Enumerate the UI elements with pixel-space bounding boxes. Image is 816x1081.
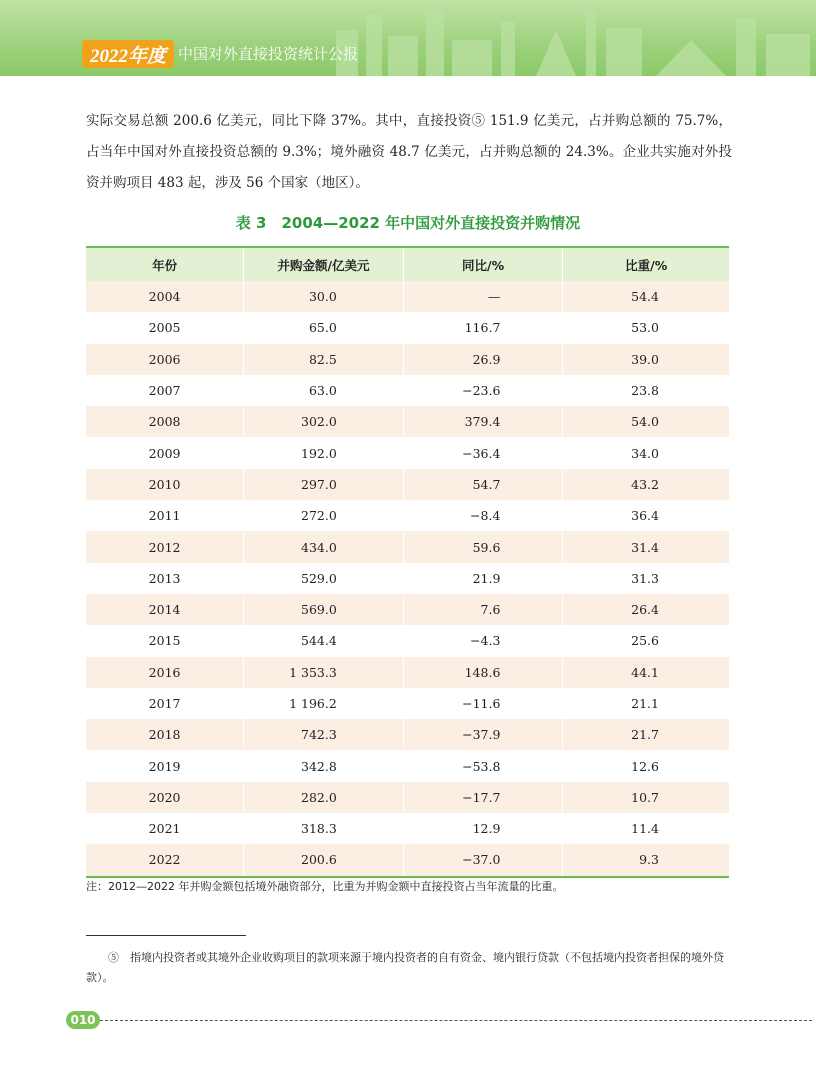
table-row xyxy=(86,344,729,375)
cell-amount: 282.0 xyxy=(244,782,404,813)
table-row xyxy=(86,281,729,312)
cell-year: 2019 xyxy=(86,750,244,781)
cell-share: 12.6 xyxy=(563,750,729,781)
cell-amount: 1 353.3 xyxy=(244,657,404,688)
cell-share: 23.8 xyxy=(563,375,729,406)
cell-year: 2017 xyxy=(86,688,244,719)
cell-year: 2022 xyxy=(86,844,244,876)
cell-share: 26.4 xyxy=(563,594,729,625)
cell-amount: 297.0 xyxy=(244,469,404,500)
footnote-divider xyxy=(86,935,246,936)
header-title: 中国对外直接投资统计公报 xyxy=(178,45,359,63)
cell-amount: 65.0 xyxy=(244,312,404,343)
cell-yoy: −36.4 xyxy=(403,437,563,468)
cell-year: 2009 xyxy=(86,437,244,468)
cell-share: 43.2 xyxy=(563,469,729,500)
cell-amount: 529.0 xyxy=(244,563,404,594)
year-badge xyxy=(82,40,174,68)
cell-year: 2006 xyxy=(86,344,244,375)
table-row xyxy=(86,437,729,468)
table-row xyxy=(86,657,729,688)
city-skyline-decoration xyxy=(296,0,816,76)
table-body xyxy=(86,281,729,877)
cell-share: 54.0 xyxy=(563,406,729,437)
mna-table xyxy=(86,246,729,878)
table-title: 表 3 2004—2022 年中国对外直接投资并购情况 xyxy=(235,214,581,232)
cell-year: 2020 xyxy=(86,782,244,813)
cell-share: 34.0 xyxy=(563,437,729,468)
cell-share: 25.6 xyxy=(563,625,729,656)
table-row xyxy=(86,719,729,750)
cell-amount: 1 196.2 xyxy=(244,688,404,719)
cell-amount: 192.0 xyxy=(244,437,404,468)
cell-amount: 82.5 xyxy=(244,344,404,375)
col-header-yoy: 同比/% xyxy=(403,247,563,281)
cell-year: 2004 xyxy=(86,281,244,312)
col-header-amount: 并购金额/亿美元 xyxy=(244,247,404,281)
cell-yoy: — xyxy=(403,281,563,312)
cell-yoy: −17.7 xyxy=(403,782,563,813)
cell-share: 31.3 xyxy=(563,563,729,594)
cell-yoy: −53.8 xyxy=(403,750,563,781)
cell-share: 39.0 xyxy=(563,344,729,375)
cell-year: 2016 xyxy=(86,657,244,688)
cell-share: 10.7 xyxy=(563,782,729,813)
page-number: 010 xyxy=(66,1011,100,1029)
cell-share: 53.0 xyxy=(563,312,729,343)
footnote: ⑤ 指境内投资者或其境外企业收购项目的款项来源于境内投资者的自有资金、境内银行贷款（不包括境内投资者担保的境外贷款）。 xyxy=(86,951,724,984)
cell-year: 2005 xyxy=(86,312,244,343)
cell-share: 44.1 xyxy=(563,657,729,688)
cell-yoy: 12.9 xyxy=(403,813,563,844)
cell-year: 2007 xyxy=(86,375,244,406)
cell-amount: 742.3 xyxy=(244,719,404,750)
table-row xyxy=(86,406,729,437)
cell-year: 2018 xyxy=(86,719,244,750)
cell-amount: 200.6 xyxy=(244,844,404,876)
cell-year: 2010 xyxy=(86,469,244,500)
cell-yoy: 116.7 xyxy=(403,312,563,343)
table-row xyxy=(86,688,729,719)
cell-yoy: −37.0 xyxy=(403,844,563,876)
cell-yoy: −11.6 xyxy=(403,688,563,719)
cell-share: 11.4 xyxy=(563,813,729,844)
cell-year: 2014 xyxy=(86,594,244,625)
cell-yoy: 21.9 xyxy=(403,563,563,594)
table-row xyxy=(86,469,729,500)
table-note: 注：2012—2022 年并购金额包括境外融资部分，比重为并购金额中直接投资占当年流量的比重。 xyxy=(86,880,564,893)
table-row xyxy=(86,563,729,594)
cell-share: 21.7 xyxy=(563,719,729,750)
cell-yoy: −23.6 xyxy=(403,375,563,406)
table-row xyxy=(86,375,729,406)
cell-share: 31.4 xyxy=(563,531,729,562)
cell-yoy: 7.6 xyxy=(403,594,563,625)
cell-yoy: −37.9 xyxy=(403,719,563,750)
cell-yoy: 26.9 xyxy=(403,344,563,375)
table-row xyxy=(86,531,729,562)
table-row xyxy=(86,500,729,531)
table-row xyxy=(86,844,729,876)
cell-yoy: −8.4 xyxy=(403,500,563,531)
cell-year: 2013 xyxy=(86,563,244,594)
cell-share: 54.4 xyxy=(563,281,729,312)
cell-year: 2011 xyxy=(86,500,244,531)
cell-yoy: 379.4 xyxy=(403,406,563,437)
page-footer-rule xyxy=(100,1020,812,1021)
table-row xyxy=(86,750,729,781)
cell-amount: 63.0 xyxy=(244,375,404,406)
cell-year: 2015 xyxy=(86,625,244,656)
cell-amount: 544.4 xyxy=(244,625,404,656)
year-badge-text: 2022年度 xyxy=(90,45,167,67)
cell-amount: 302.0 xyxy=(244,406,404,437)
cell-yoy: 54.7 xyxy=(403,469,563,500)
body-paragraph: 实际交易总额 200.6 亿美元，同比下降 37%。其中，直接投资⑤ 151.9 亿美元，占并购总额的 75.7%，占当年中国对外直接投资总额的 9.3%；境外融资 48.7 亿美元，占并购总额的 24.3%。企业共实施对外投资并购项目 483 起，涉及 56 个国家（地区）。 xyxy=(86,113,732,191)
cell-year: 2021 xyxy=(86,813,244,844)
table-row xyxy=(86,782,729,813)
cell-year: 2008 xyxy=(86,406,244,437)
table-row xyxy=(86,594,729,625)
col-header-year: 年份 xyxy=(86,247,244,281)
cell-amount: 318.3 xyxy=(244,813,404,844)
cell-amount: 30.0 xyxy=(244,281,404,312)
cell-year: 2012 xyxy=(86,531,244,562)
table-row xyxy=(86,312,729,343)
cell-share: 21.1 xyxy=(563,688,729,719)
table-header-row xyxy=(86,247,729,281)
cell-yoy: 59.6 xyxy=(403,531,563,562)
col-header-share: 比重/% xyxy=(563,247,729,281)
cell-amount: 342.8 xyxy=(244,750,404,781)
cell-share: 9.3 xyxy=(563,844,729,876)
cell-share: 36.4 xyxy=(563,500,729,531)
table-row xyxy=(86,625,729,656)
cell-yoy: 148.6 xyxy=(403,657,563,688)
cell-amount: 272.0 xyxy=(244,500,404,531)
table-row xyxy=(86,813,729,844)
cell-amount: 569.0 xyxy=(244,594,404,625)
cell-yoy: −4.3 xyxy=(403,625,563,656)
cell-amount: 434.0 xyxy=(244,531,404,562)
page-header xyxy=(0,0,816,76)
